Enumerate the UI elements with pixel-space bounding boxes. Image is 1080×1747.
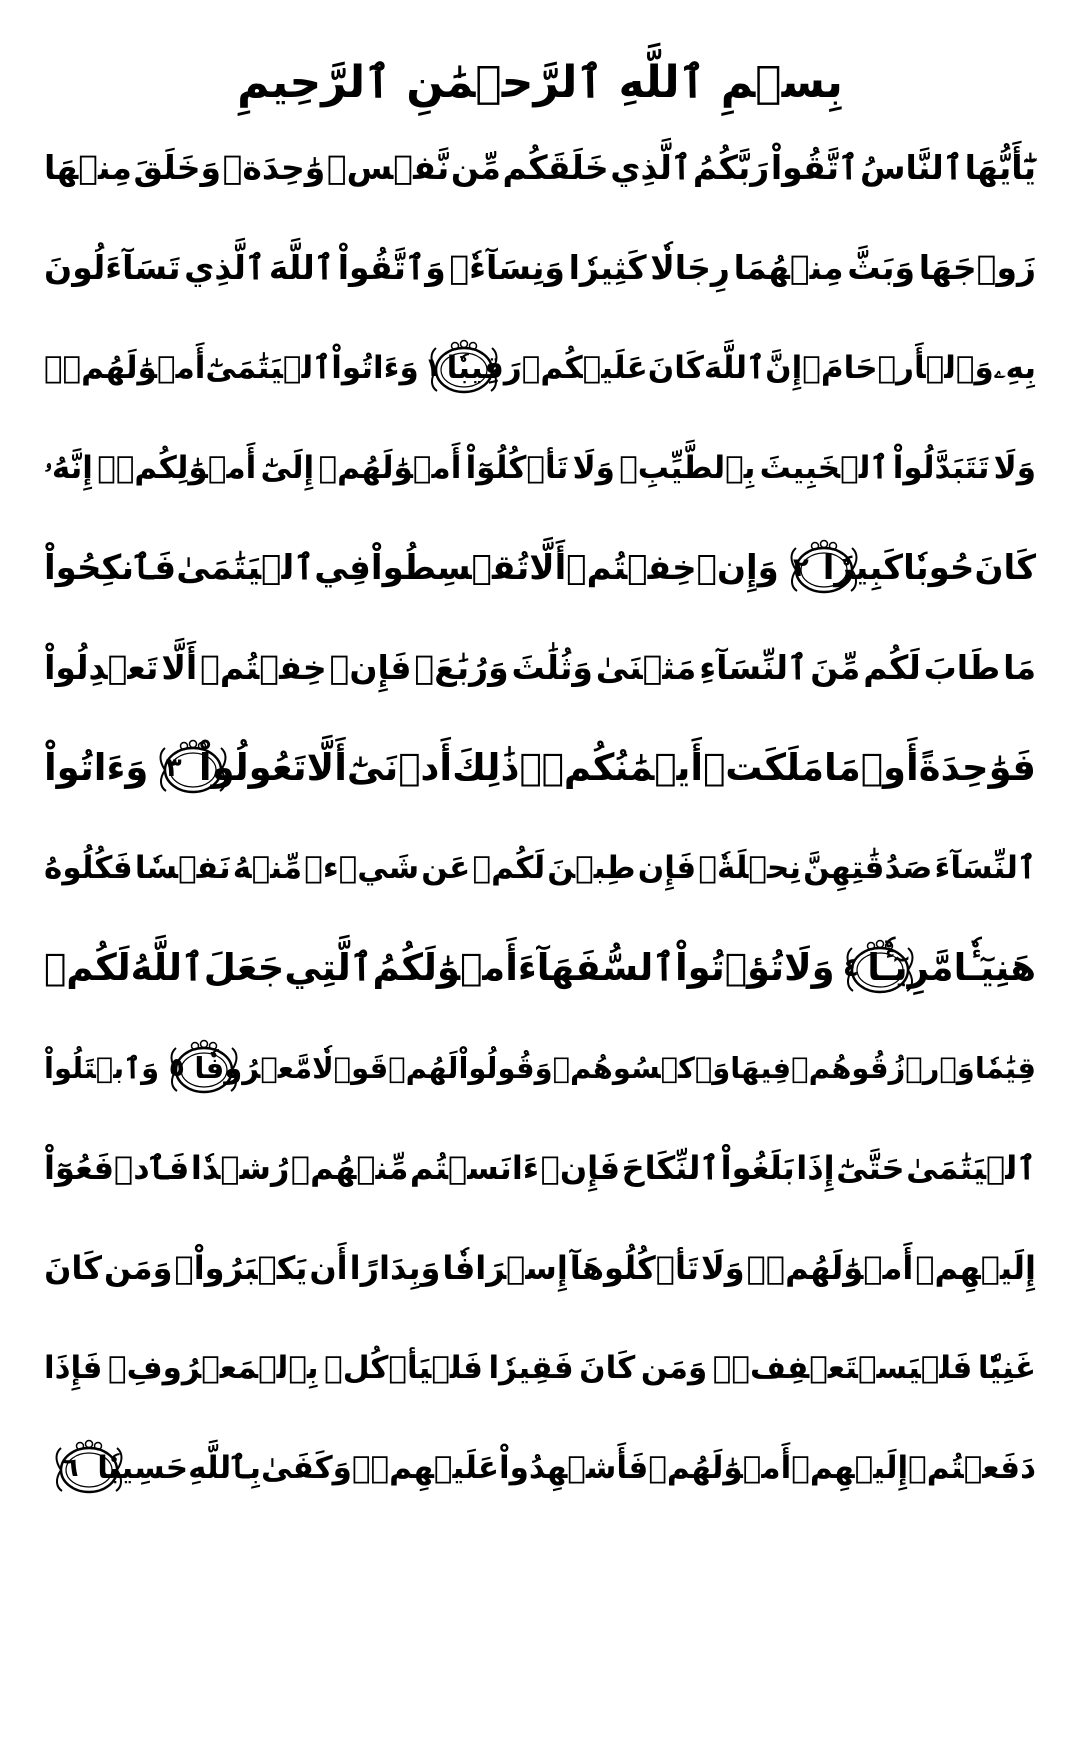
verse-word: وَٱلۡأَرۡحَامَۚ [802,350,994,386]
verse-word: أَمۡوَٰلَهُمۡ [648,1450,792,1486]
verse-word: فَٱدۡفَعُوٓاْ [44,1149,190,1187]
ayah-end-marker [165,1039,188,1097]
verse-word: تَأۡكُلُوٓاْ [465,450,569,486]
verse-word: بَلَغُواْ [720,1149,795,1187]
verse-line [44,1318,1036,1418]
verse-word: وَقُولُواْ [458,1051,553,1085]
verse-word: ٱلَّذِي [184,248,266,287]
verse-word: ٱلَّتِي [284,946,373,989]
verse-word: مَلَكَتۡ [703,746,824,789]
verse-word: رِجَالٗا [650,248,730,287]
verse-word: كَانَ [579,1350,636,1386]
verse-word: رُشۡدٗا [190,1149,290,1187]
verse-word: تَعُولُواْ [198,746,307,789]
verse-line [44,618,1036,718]
verse-word: كَبِيرٗا [822,548,904,588]
verse-word: تُؤۡتُواْ [674,946,785,989]
verse-word: وَبِدَارًا [349,1249,441,1287]
verse-word: وَٱتَّقُواْ [337,248,446,287]
verse-word: ٱلَّذِي [610,148,692,187]
verse-word: وَءَاتُواْ [44,746,149,789]
verse-word: إِنَّهُۥ [44,450,93,486]
verse-word: أَن [309,1249,348,1287]
verse-word: طَابَ [923,648,1001,687]
verse-word: كَانَ [647,350,704,386]
verse-word: وَرُبَٰعَۖ [414,648,509,687]
verse-word: فَلۡيَأۡكُلۡ [324,1350,483,1386]
verse-word: مَّرِيٓـٔٗا [867,946,954,989]
verse-word: لَكُمۡ [44,946,131,989]
verse-word: فَلۡيَسۡتَعۡفِفۡۖ [712,1350,973,1386]
verse-word: تُقۡسِطُواْ [370,548,530,588]
verse-word: رَبَّكُمُ [692,148,770,187]
verse-line [44,218,1036,318]
verse-word: لَكُم [863,648,921,687]
verse-word: فَإِن [637,850,697,886]
verse-word: أَلَّا [306,746,347,789]
verse-word: أَلَّا [529,548,567,588]
verse-word: إِسۡرَافٗا [442,1249,568,1287]
verse-word: مَّعۡرُوفٗا [194,1051,313,1085]
ayah-end-marker [154,739,193,797]
ayah-number: ٥ [168,1053,185,1083]
verse-word: صَدُقَٰتِهِنَّ [803,850,933,886]
verse-word: نِحۡلَةٗۚ [698,850,801,886]
ayah-number: ٢ [792,553,809,583]
verse-word: إِلَىٰٓ [260,450,315,486]
verse-word: ٱلنِّسَآءِ [699,648,808,687]
ayah-number: ١ [424,353,441,383]
verse-word: أَمۡوَٰلَهُمۡ [318,450,462,486]
verse-word: وَٱرۡزُقُوهُمۡ [791,1051,975,1085]
verse-line [44,318,1036,418]
verse-word: عَن [421,850,471,886]
verse-word: فَإِنۡ [540,1149,621,1187]
verse-word: حَسِيبٗا [97,1450,189,1486]
verse-word: حَتَّىٰٓ [836,1149,905,1187]
verse-word: ٱللَّهُ [130,946,204,989]
verse-word: وَمَن [104,1249,173,1287]
verse-line [44,1418,1036,1518]
verse-word: لَهُمۡ [388,1051,459,1085]
verse-word: إِنَّ [765,350,803,386]
verse-word: فِي [314,548,371,588]
verse-line [44,718,1036,818]
verse-word: عَلَيۡكُمۡ [521,350,648,386]
verse-word: مِّنَ [810,648,861,687]
verse-word: أَوۡ [860,746,919,789]
verse-line [44,1118,1036,1218]
ayah-end-marker [785,539,817,597]
basmala: بِسۡمِ ٱللَّهِ ٱلرَّحۡمَٰنِ ٱلرَّحِيمِ [237,57,843,108]
verse-word: مِنۡهُمَا [733,248,844,287]
verse-word: وَٱبۡتَلُواْ [44,1051,160,1085]
verse-word: خِفۡتُمۡ [566,548,697,588]
verse-word: فَقِيرٗا [488,1350,574,1386]
verse-word: وَبَثَّ [847,248,916,287]
ayah-end-marker [50,1439,91,1497]
verse-word: يَٰٓأَيُّهَا [964,148,1036,187]
verse-word: وَنِسَآءٗۚ [449,248,565,287]
verse-word: أَمۡوَٰلَهُمۡۖ [746,1249,914,1287]
verse-word: ٱللَّهَ [268,248,335,287]
verse-word: قِيَٰمٗا [974,1051,1036,1085]
verse-word: نَفۡسٗا [134,850,231,886]
verse-word: نَّفۡسٖ [326,148,450,187]
verse-word: غَنِيّٗا [977,1350,1036,1386]
verse-word: أَمۡوَٰلَكُمُ [372,946,518,989]
verse-word: ءَانَسۡتُم [409,1149,540,1187]
verse-word: إِذَا [796,1149,835,1187]
verse-word: فِيهَا [730,1051,792,1085]
verse-word: ٱلۡخَبِيثَ [759,450,889,486]
verse-word: مِّنۡهُمۡ [290,1149,409,1187]
verse-word: ٱلۡيَتَٰمَىٰ [906,1149,1036,1187]
verse-word: كَانَ [44,1249,103,1287]
verse-word: وَثُلَٰثَ [511,648,593,687]
verse-word: وَكَفَىٰ [260,1450,352,1486]
verse-word: كَثِيرٗا [568,248,647,287]
verse-word: إِلَيۡهِمۡ [791,1450,909,1486]
verse-word: وَلَا [784,946,835,989]
ayah-number: ٤ [843,953,859,983]
verse-word: تَأۡكُلُوهَآ [569,1249,699,1287]
verse-word: خَلَقَكُم [502,148,609,187]
verse-line [44,418,1036,518]
verse-line [44,1218,1036,1318]
verse-word: أَمۡوَٰلِكُمۡۚ [97,450,257,486]
verse-word: مَثۡنَىٰ [595,648,697,687]
verse-word: تَعۡدِلُواْ [44,648,159,687]
verse-line [44,918,1036,1018]
verse-line [44,118,1036,218]
verse-word: ٱتَّقُواْ [770,148,859,187]
verse-word: فَٱنكِحُواْ [44,548,177,588]
verse-word: مِّنۡهُ [232,850,303,886]
verse-word: فَكُلُوهُ [44,850,133,886]
verse-word: وَٰحِدَةٖ [222,148,326,187]
verse-word: مَا [1003,648,1036,687]
verse-line [44,1018,1036,1118]
verse-word: مَا [823,746,861,789]
verse-word: قَوۡلٗا [312,1051,389,1085]
verse-word: فَإِنۡ [329,648,412,687]
verse-lines [44,118,1036,1518]
ayah-end-marker [841,939,862,997]
verse-word: هَنِيٓـٔٗا [953,946,1036,989]
verse-word: ٱلنِّسَآءَ [934,850,1036,886]
verse-word: وَلَا [572,450,615,486]
verse-word: بِٱللَّهِ [188,1450,261,1486]
verse-word: تَتَبَدَّلُواْ [892,450,990,486]
verse-word: خِفۡتُمۡ [200,648,327,687]
ayah-number: ٦ [62,1453,79,1483]
verse-word: وَٱكۡسُوهُمۡ [552,1051,731,1085]
verse-word: ٱللَّهَ [703,350,766,386]
verse-word: أَمۡوَٰلَهُمۡۖ [43,350,206,386]
verse-word: لَكُمۡ [472,850,546,886]
verse-word: ٱلۡيَتَٰمَىٰ [176,548,315,588]
ayah-end-marker [425,339,441,397]
verse-word: بِٱلطَّيِّبِۖ [619,450,756,486]
verse-word: مِنۡهَا [44,148,132,187]
verse-word: دَفَعۡتُمۡ [908,1450,1036,1486]
verse-word: وَخَلَقَ [133,148,222,187]
verse-word: حُوبٗا [903,548,975,588]
verse-word: وَلَا [700,1249,745,1287]
verse-word: شَيۡءٖ [304,850,420,886]
verse-word: فَإِذَا [44,1350,103,1386]
verse-word: ٱلسُّفَهَآءَ [517,946,675,989]
verse-word: أَيۡمَٰنُكُمۡۚ [519,746,704,789]
verse-word: فَأَشۡهِدُواْ [499,1450,649,1486]
verse-word: ٱلۡيَتَٰمَىٰٓ [205,350,332,386]
verse-word: إِلَيۡهِمۡ [915,1249,1036,1287]
verse-word: رَقِيبٗا [446,350,522,386]
verse-line [44,518,1036,618]
verse-word: بِٱلۡمَعۡرُوفِۚ [108,1350,319,1386]
verse-word: وَلَا [993,450,1036,486]
verse-word: ٱلنَّاسُ [859,148,964,187]
verse-word: ذَٰلِكَ [452,746,520,789]
verse-word: فَوَٰحِدَةً [918,746,1036,789]
verse-word: مِّن [450,148,501,187]
verse-word: تَسَآءَلُونَ [44,248,181,287]
ayah-number: ٣ [165,753,182,783]
verse-line [44,818,1036,918]
verse-word: ٱلنِّكَاحَ [621,1149,720,1187]
verse-word: طِبۡنَ [547,850,636,886]
verse-word: أَدۡنَىٰٓ [346,746,453,789]
verse-word: كَانَ [974,548,1036,588]
verse-word: يَكۡبَرُواْۚ [174,1249,308,1287]
verse-word: أَلَّا [161,648,198,687]
verse-word: بِهِۦ [993,350,1036,386]
verse-word: وَءَاتُواْ [331,350,419,386]
verse-word: زَوۡجَهَا [918,248,1036,287]
verse-word: وَإِنۡ [696,548,779,588]
verse-word: عَلَيۡهِمۡۚ [351,1450,500,1486]
verse-word: وَمَن [640,1350,708,1386]
verse-word: جَعَلَ [203,946,285,989]
